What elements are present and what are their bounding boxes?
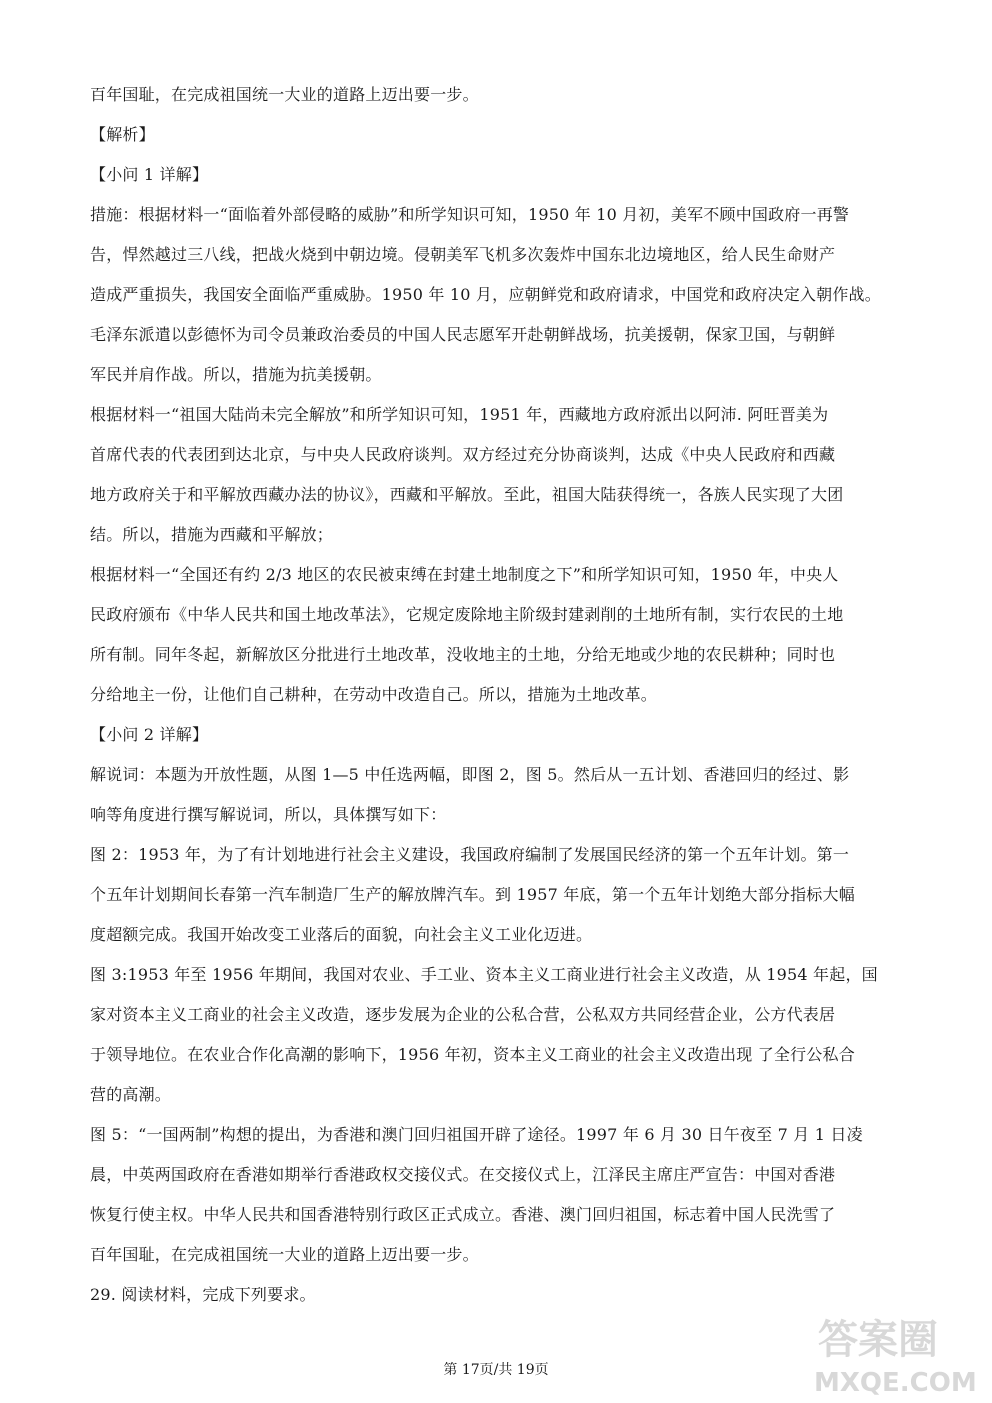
text-line: 【小问 1 详解】 [90, 165, 209, 184]
text-line: 个五年计划期间长春第一汽车制造厂生产的解放牌汽车。到 1957 年底，第一个五年计划绝大部分指标大幅 [90, 885, 855, 904]
text-line: 民政府颁布《中华人民共和国土地改革法》，它规定废除地主阶级封建剥削的土地所有制，实行农民的土地 [90, 605, 844, 624]
text-line: 度超额完成。我国开始改变工业落后的面貌，向社会主义工业化迈进。 [90, 925, 593, 944]
page-footer: 第 17页/共 19页 [443, 1362, 549, 1378]
text-line: 营的高潮。 [90, 1085, 172, 1104]
text-line: 根据材料一“祖国大陆尚未完全解放”和所学知识可知，1951 年，西藏地方政府派出以阿沛. 阿旺晋美为 [90, 405, 829, 424]
watermark-bottom-text: MXQE.COM [814, 1368, 977, 1397]
text-line: 【小问 2 详解】 [90, 725, 209, 744]
text-line: 解说词：本题为开放性题，从图 1—5 中任选两幅，即图 2，图 5。然后从一五计划、香港回归的经过、影 [90, 765, 850, 784]
text-line: 响等角度进行撰写解说词，所以，具体撰写如下： [90, 805, 447, 824]
text-line: 首席代表的代表团到达北京，与中央人民政府谈判。双方经过充分协商谈判，达成《中央人民政府和西藏 [90, 445, 836, 464]
watermark-logo [808, 1311, 978, 1397]
text-line: 造成严重损失，我国安全面临严重威胁。1950 年 10 月，应朝鲜党和政府请求，中国党和政府决定入朝作战。 [90, 285, 881, 304]
text-line: 图 2：1953 年，为了有计划地进行社会主义建设，我国政府编制了发展国民经济的第一个五年计划。第一 [90, 845, 850, 864]
text-line: 军民并肩作战。所以，措施为抗美援朝。 [90, 365, 382, 384]
text-line: 结。所以，措施为西藏和平解放； [90, 525, 334, 544]
text-line: 毛泽东派遣以彭德怀为司令员兼政治委员的中国人民志愿军开赴朝鲜战场，抗美援朝，保家卫国，与朝鲜 [90, 325, 836, 344]
text-line: 图 3:1953 年至 1956 年期间，我国对农业、手工业、资本主义工商业进行社会主义改造，从 1954 年起，国 [90, 965, 878, 984]
text-line: 【解析】 [90, 125, 155, 144]
text-line: 根据材料一“全国还有约 2/3 地区的农民被束缚在封建土地制度之下”和所学知识可知，1950 年，中央人 [90, 565, 839, 584]
text-line: 恢复行使主权。中华人民共和国香港特别行政区正式成立。香港、澳门回归祖国，标志着中国人民洗雪了 [90, 1205, 836, 1224]
text-line: 家对资本主义工商业的社会主义改造，逐步发展为企业的公私合营，公私双方共同经营企业，公方代表居 [90, 1005, 836, 1024]
text-line: 百年国耻，在完成祖国统一大业的道路上迈出要一步。 [90, 1245, 479, 1264]
text-line: 所有制。同年冬起，新解放区分批进行土地改革，没收地主的土地，分给无地或少地的农民耕种；同时也 [90, 645, 836, 664]
watermark-top-text: 答案圈 [818, 1317, 938, 1363]
text-line: 百年国耻，在完成祖国统一大业的道路上迈出要一步。 [90, 85, 479, 104]
text-line: 分给地主一份，让他们自己耕种，在劳动中改造自己。所以，措施为土地改革。 [90, 685, 658, 704]
text-line: 地方政府关于和平解放西藏办法的协议》，西藏和平解放。至此，祖国大陆获得统一，各族人民实现了大团 [90, 485, 844, 504]
text-line: 于领导地位。在农业合作化高潮的影响下，1956 年初，资本主义工商业的社会主义改造出现 了全行公私合 [90, 1045, 855, 1064]
text-line: 晨，中英两国政府在香港如期举行香港政权交接仪式。在交接仪式上，江泽民主席庄严宣告：中国对香港 [90, 1165, 836, 1184]
text-line: 措施：根据材料一“面临着外部侵略的威胁”和所学知识可知，1950 年 10 月初，美军不顾中国政府一再警 [90, 205, 850, 224]
text-line: 图 5：“一国两制”构想的提出，为香港和澳门回归祖国开辟了途径。1997 年 6 月 30 日午夜至 7 月 1 日凌 [90, 1125, 863, 1144]
text-line: 29. 阅读材料，完成下列要求。 [90, 1285, 316, 1304]
text-line: 告，悍然越过三八线，把战火烧到中朝边境。侵朝美军飞机多次轰炸中国东北边境地区，给人民生命财产 [90, 245, 836, 264]
